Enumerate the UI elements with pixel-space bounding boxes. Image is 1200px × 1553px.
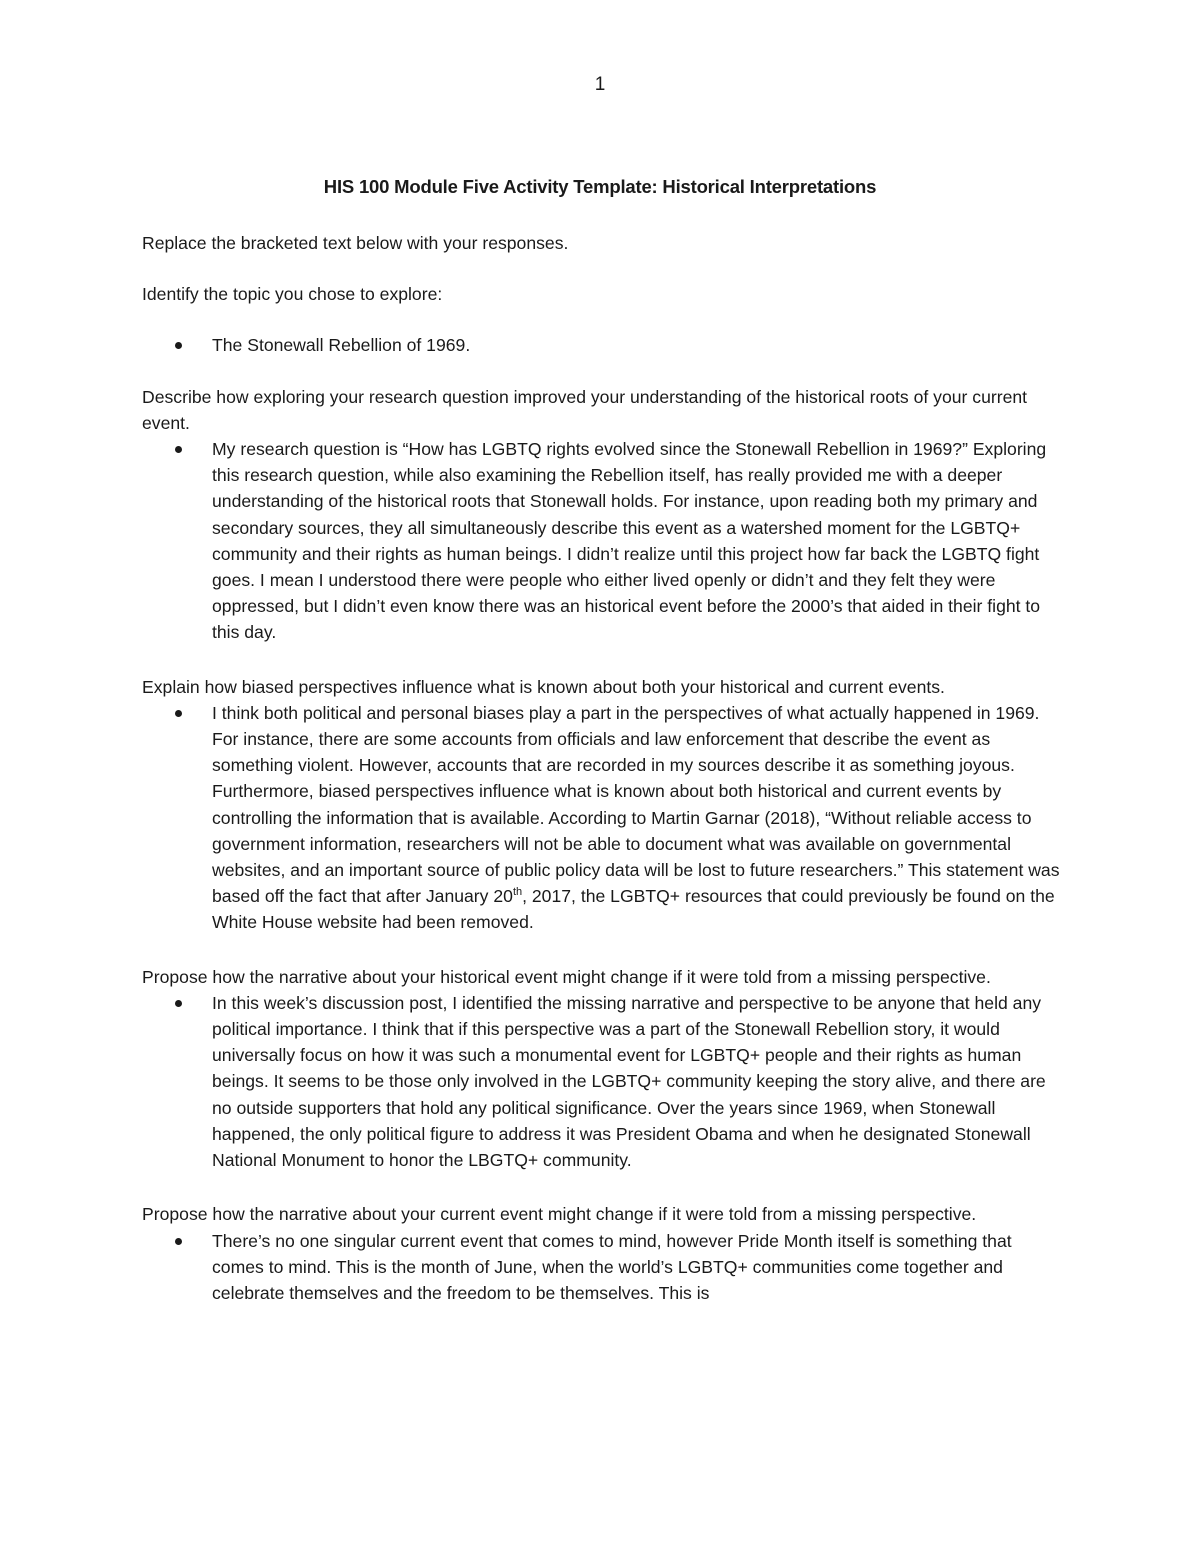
answer-text-part: I think both political and personal biases play a part in the perspectives of what actually happened in 1969. For instance, there are some accounts from officials and law enforcement that describe the event as something violent. However, accounts that are recorded in my sources describe it as something joyous. Furthermore, biased perspectives influence what is known about both historical and current events by controlling the information that is available. According to Martin Garnar (2018), “Without reliable access to government information, researchers will not be able to document what was available on governmental websites, and an important source of public policy data will be lost to future researchers.” This statement was based off the fact that after January 20 bbox=[212, 702, 1060, 907]
list-item bbox=[142, 700, 1067, 936]
list-item bbox=[142, 436, 1067, 646]
answer-list-research-question bbox=[142, 436, 1067, 646]
list-item bbox=[142, 332, 1067, 358]
bullet-icon bbox=[175, 1000, 182, 1007]
list-item bbox=[142, 1228, 1067, 1307]
answer-text: My research question is “How has LGBTQ rights evolved since the Stonewall Rebellion in 1969?” Exploring this research question, while also examining the Rebellion itself, has really provided me with a deeper understanding of the historical roots that Stonewall holds. For instance, upon reading both my primary and secondary sources, they all simultaneously describe this event as a watershed moment for the LGBTQ+ community and their rights as human beings. I didn’t realize until this project how far back the LGBTQ fight goes. I mean I understood there were people who either lived openly or didn’t and they felt they were oppressed, but I didn’t even know there was an historical event before the 2000’s that aided in their fight to this day. bbox=[212, 439, 1047, 643]
bullet-icon bbox=[175, 342, 182, 349]
bullet-icon bbox=[175, 446, 182, 453]
prompt-historical-missing-perspective: Propose how the narrative about your historical event might change if it were told from a missing perspective. bbox=[142, 966, 991, 987]
bullet-icon bbox=[175, 710, 182, 717]
prompt-current-missing-perspective: Propose how the narrative about your current event might change if it were told from a missing perspective. bbox=[142, 1204, 977, 1225]
answer-text bbox=[212, 703, 1060, 933]
answer-list-biased-perspectives bbox=[142, 700, 1067, 936]
bullet-icon bbox=[175, 1238, 182, 1245]
page-number: 1 bbox=[594, 74, 606, 95]
prompt-research-question: Describe how exploring your research question improved your understanding of the historical roots of your current event. bbox=[142, 386, 1028, 433]
ordinal-suffix: th bbox=[512, 886, 523, 899]
document-body bbox=[142, 230, 1067, 1306]
answer-text: In this week’s discussion post, I identified the missing narrative and perspective to be anyone that held any political importance. I think that if this perspective was a part of the Stonewall Rebellion story, it would universally focus on how it was such a monumental event for LGBTQ+ people and their rights as human beings. It seems to be those only involved in the LGBTQ+ community keeping the story alive, and there are no outside supporters that hold any political significance. Over the years since 1969, when Stonewall happened, the only political figure to address it was President Obama and when he designated Stonewall National Monument to honor the LBGTQ+ community. bbox=[212, 992, 1046, 1171]
answer-list-current-missing-perspective bbox=[142, 1228, 1067, 1307]
document-title: HIS 100 Module Five Activity Template: Historical Interpretations bbox=[323, 176, 877, 197]
answer-text: There’s no one singular current event that comes to mind, however Pride Month itself is something that comes to mind. This is the month of June, when the world’s LGBTQ+ communities come together and celebrate themselves and the freedom to be themselves. This is bbox=[212, 1230, 1012, 1303]
answer-text: The Stonewall Rebellion of 1969. bbox=[212, 335, 471, 356]
answer-list-topic bbox=[142, 332, 1067, 358]
list-item bbox=[142, 990, 1067, 1173]
instructions: Replace the bracketed text below with your responses. bbox=[142, 233, 569, 253]
prompt-topic: Identify the topic you chose to explore: bbox=[142, 284, 443, 305]
answer-list-historical-missing-perspective bbox=[142, 990, 1067, 1173]
answer-text-part: , 2017, the LGBTQ+ resources that could previously be found on the White House website had been removed. bbox=[212, 886, 1055, 933]
prompt-biased-perspectives: Explain how biased perspectives influence what is known about both your historical and current events. bbox=[142, 676, 945, 697]
